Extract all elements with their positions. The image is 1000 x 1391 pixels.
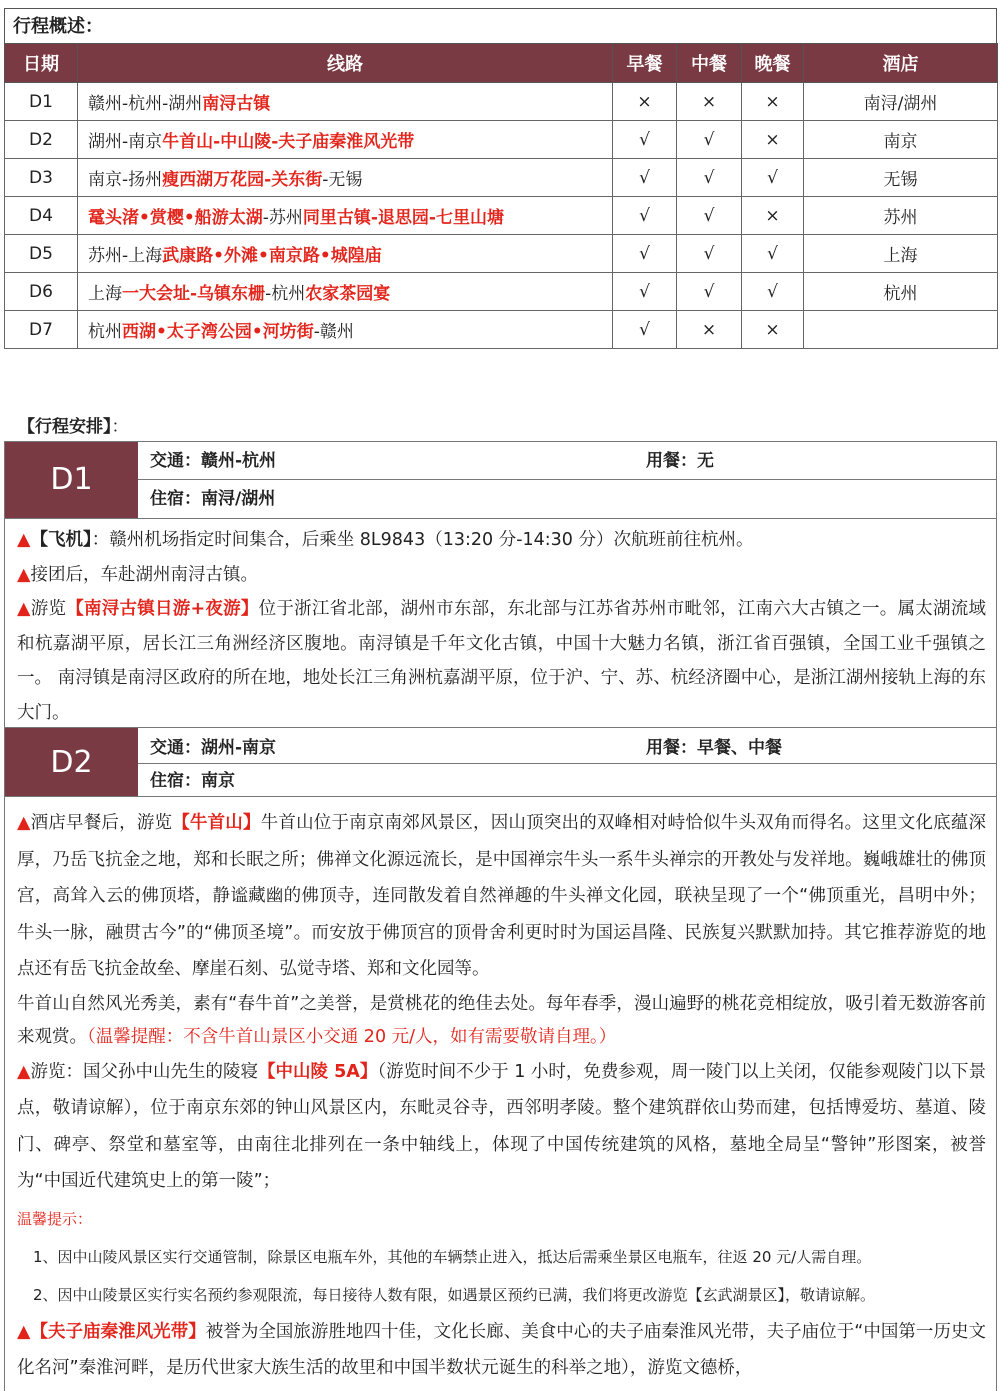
row-breakfast: √ xyxy=(613,273,677,311)
triangle-icon: ▲ xyxy=(17,1061,31,1082)
triangle-icon: ▲ xyxy=(17,530,31,550)
schedule-title-suffix: ： xyxy=(111,417,129,437)
overview-row-d3 xyxy=(5,159,998,197)
zhongshanling-text: （游览时间不少于 1 小时，免费参观，周一陵门以上关闭，仅能参观陵门以下景点，敬请谅解），位于南京东郊的钟山风景区内，东毗灵谷寺，西邻明孝陵。整个建筑群依山势而建，包括博爱坊、墓道、陵门、碑亭、祭堂和墓室等，由南往北排列在一条中轴线上，体现了中国传统建筑的风格，墓地全局呈“警钟”形图案，被誉为“中国近代建筑史上的第一陵”； xyxy=(17,1061,986,1191)
day-1-transfer-paragraph xyxy=(17,558,986,593)
row-day: D7 xyxy=(5,311,78,349)
day-2-transport-row xyxy=(138,728,996,764)
overview-row-d7 xyxy=(5,311,998,349)
row-day: D6 xyxy=(5,273,78,311)
row-lunch: √ xyxy=(677,121,742,159)
header-hotel: 酒店 xyxy=(804,44,998,83)
flight-text: ：赣州机场指定时间集合，后乘坐 8L9843（13:20 分-14:30 分）次航班前往杭州。 xyxy=(91,530,754,550)
row-day: D2 xyxy=(5,121,78,159)
route-segment: 上海 xyxy=(88,284,122,304)
day-1-nanxun-paragraph xyxy=(17,592,986,730)
header-route: 线路 xyxy=(78,44,613,83)
row-breakfast: √ xyxy=(613,121,677,159)
row-route xyxy=(78,235,613,273)
row-dinner: × xyxy=(742,197,804,235)
route-highlight: 南浔古镇 xyxy=(202,94,271,114)
row-breakfast: √ xyxy=(613,159,677,197)
row-route xyxy=(78,121,613,159)
day-2-body xyxy=(4,797,997,1391)
day-1-lodging: 住宿：南浔/湖州 xyxy=(150,489,276,509)
row-lunch: × xyxy=(677,311,742,349)
route-segment: -杭州 xyxy=(265,284,306,304)
day-1-label: D1 xyxy=(5,442,138,518)
row-lunch: √ xyxy=(677,159,742,197)
row-hotel: 苏州 xyxy=(804,197,998,235)
row-day: D5 xyxy=(5,235,78,273)
day-1-header xyxy=(4,441,997,519)
day-1-flight-paragraph xyxy=(17,523,986,558)
tips-heading: 温馨提示： xyxy=(17,1209,93,1228)
day-2-label: D2 xyxy=(5,728,138,796)
route-segment: -苏州 xyxy=(262,208,303,228)
row-day: D1 xyxy=(5,83,78,121)
route-segment: 杭州 xyxy=(88,322,122,342)
day-2-lodging: 住宿：南京 xyxy=(150,771,235,791)
niushoushan-text: 牛首山位于南京南郊风景区，因山顶突出的双峰相对峙恰似牛头双角而得名。这里文化底蕴深厚，乃岳飞抗金之地，郑和长眠之所；佛禅文化源远流长，是中国禅宗牛头一系牛头禅宗的开教处与发祥地。巍峨雄壮的佛顶宫，高耸入云的佛顶塔，静谧藏幽的佛顶寺，连同散发着自然禅趣的牛头禅文化园，联袂呈现了一个“佛顶重光，昌明中外；牛头一脉，融贯古今”的“佛顶圣境”。而安放于佛顶宫的顶骨舍利更时时为国运昌隆、民族复兴默默加持。其它推荐游览的地点还有岳飞抗金故垒、摩崖石刻、弘觉寺塔、郑和文化园等。 xyxy=(17,813,987,979)
nanxun-highlight: 【南浔古镇日游+夜游】 xyxy=(66,599,259,619)
schedule-title xyxy=(18,412,129,437)
row-route xyxy=(78,273,613,311)
row-hotel xyxy=(804,311,998,349)
day-2-header xyxy=(4,727,997,797)
row-lunch: × xyxy=(677,83,742,121)
row-dinner: √ xyxy=(742,273,804,311)
row-dinner: × xyxy=(742,311,804,349)
day-2-fuzimiao-paragraph xyxy=(17,1314,986,1387)
route-highlight: 瘦西湖万花园-关东街 xyxy=(162,170,323,190)
day-2-peach-paragraph xyxy=(17,988,986,1054)
overview-table-body xyxy=(5,83,998,349)
triangle-icon: ▲ xyxy=(17,813,31,833)
row-lunch: √ xyxy=(677,273,742,311)
overview-row-d2 xyxy=(5,121,998,159)
row-hotel: 南浔/湖州 xyxy=(804,83,998,121)
row-breakfast: × xyxy=(613,83,677,121)
visit-prefix: 游览 xyxy=(30,599,67,619)
row-dinner: × xyxy=(742,121,804,159)
fuzimiao-highlight: 【夫子庙秦淮风光带】 xyxy=(30,1321,206,1342)
nanxun-text: 位于浙江省北部，湖州市东部，东北部与江苏省苏州市毗邻，江南六大古镇之一。属太湖流域和杭嘉湖平原，居长江三角洲经济区腹地。南浔镇是千年文化古镇，中国十大魅力名镇，浙江省百强镇，全国工业千强镇之一。 南浔镇是南浔区政府的所在地，地处长江三角洲杭嘉湖平原，位于沪、宁、苏、杭经济圈中心，是浙江湖州接轨上海的东大门。 xyxy=(17,599,987,723)
route-highlight: 西湖•太子湾公园•河坊街 xyxy=(122,322,314,342)
row-day: D4 xyxy=(5,197,78,235)
triangle-icon: ▲ xyxy=(17,599,31,619)
breakfast-visit-prefix: 酒店早餐后，游览 xyxy=(30,813,173,833)
day-1-transport-row xyxy=(138,442,996,480)
header-dinner: 晚餐 xyxy=(742,44,804,83)
flight-label: 【飞机】 xyxy=(30,530,92,550)
overview-row-d6 xyxy=(5,273,998,311)
zhongshanling-prefix: 游览：国父孙中山先生的陵寝 xyxy=(30,1061,259,1082)
zhongshanling-highlight: 【中山陵 5A】 xyxy=(258,1061,378,1082)
day-2-zhongshanling-paragraph xyxy=(17,1054,986,1200)
overview-row-d5 xyxy=(5,235,998,273)
tip-2: 2、因中山陵景区实行实名预约参观限流，每日接待人数有限，如遇景区预约已满，我们将更改游览【玄武湖景区】，敬请谅解。 xyxy=(33,1285,876,1304)
route-highlight: 一大会址-乌镇东栅 xyxy=(122,284,266,304)
row-hotel: 无锡 xyxy=(804,159,998,197)
route-segment: 赣州-杭州-湖州 xyxy=(88,94,203,114)
overview-header-row xyxy=(5,44,998,83)
row-route xyxy=(78,311,613,349)
day-2-section xyxy=(4,727,997,1391)
tip-1: 1、因中山陵风景区实行交通管制，除景区电瓶车外，其他的车辆禁止进入，抵达后需乘坐景区电瓶车，往返 20 元/人需自理。 xyxy=(33,1247,872,1266)
row-hotel: 上海 xyxy=(804,235,998,273)
day-2-niushoushan-paragraph xyxy=(17,805,986,988)
row-dinner: √ xyxy=(742,159,804,197)
fuzimiao-text: 被誉为全国旅游胜地四十佳，文化长廊、美食中心的夫子庙秦淮风光带，夫子庙位于“中国第一历史文化名河”秦淮河畔，是历代世家大族生活的故里和中国半数状元诞生的科举之地），游览文德桥， xyxy=(17,1321,986,1378)
route-segment: -无锡 xyxy=(322,170,363,190)
schedule-title-text: 【行程安排】 xyxy=(18,417,112,437)
overview-table xyxy=(4,43,998,349)
row-hotel: 南京 xyxy=(804,121,998,159)
row-hotel: 杭州 xyxy=(804,273,998,311)
day-1-transport: 交通：赣州-杭州 xyxy=(150,451,277,471)
day-1-section xyxy=(4,441,997,734)
row-route xyxy=(78,83,613,121)
header-lunch: 中餐 xyxy=(677,44,742,83)
row-breakfast: √ xyxy=(613,235,677,273)
route-segment: 苏州-上海 xyxy=(88,246,163,266)
header-breakfast: 早餐 xyxy=(613,44,677,83)
row-lunch: √ xyxy=(677,197,742,235)
niushoushan-highlight: 【牛首山】 xyxy=(172,813,261,833)
transport-reminder: （温馨提醒：不含牛首山景区小交通 20 元/人，如有需要敬请自理。） xyxy=(87,1026,617,1047)
route-segment: -赣州 xyxy=(313,322,354,342)
day-1-meals: 用餐：无 xyxy=(646,451,714,471)
route-highlight: 农家茶园宴 xyxy=(305,284,391,304)
row-breakfast: √ xyxy=(613,311,677,349)
day-1-body xyxy=(4,519,997,734)
row-lunch: √ xyxy=(677,235,742,273)
day-2-transport: 交通：湖州-南京 xyxy=(150,738,277,758)
day-2-meals: 用餐：早餐、中餐 xyxy=(646,738,782,758)
route-segment: 湖州-南京 xyxy=(88,132,163,152)
route-segment: 南京-扬州 xyxy=(88,170,163,190)
overview-title: 行程概述： xyxy=(4,8,997,43)
overview-row-d1 xyxy=(5,83,998,121)
itinerary-overview xyxy=(4,8,997,349)
peach-text: 牛首山自然风光秀美，素有“春牛首”之美誉，是赏桃花的绝佳去处。每年春季，漫山遍野的桃花竞相绽放，吸引着无数游客前来观赏。 xyxy=(17,993,986,1047)
triangle-icon: ▲ xyxy=(17,564,31,585)
row-breakfast: √ xyxy=(613,197,677,235)
overview-row-d4 xyxy=(5,197,998,235)
row-route xyxy=(78,159,613,197)
route-highlight: 同里古镇-退思园-七里山塘 xyxy=(302,208,504,228)
route-highlight: 武康路•外滩•南京路•城隍庙 xyxy=(162,246,382,266)
row-dinner: √ xyxy=(742,235,804,273)
row-dinner: × xyxy=(742,83,804,121)
route-highlight: 牛首山-中山陵-夫子庙秦淮风光带 xyxy=(162,132,415,152)
row-day: D3 xyxy=(5,159,78,197)
row-route xyxy=(78,197,613,235)
transfer-text: 接团后，车赴湖州南浔古镇。 xyxy=(30,564,258,585)
route-highlight: 鼋头渚•赏樱•船游太湖 xyxy=(88,208,263,228)
triangle-icon: ▲ xyxy=(17,1321,31,1342)
header-date: 日期 xyxy=(5,44,78,83)
